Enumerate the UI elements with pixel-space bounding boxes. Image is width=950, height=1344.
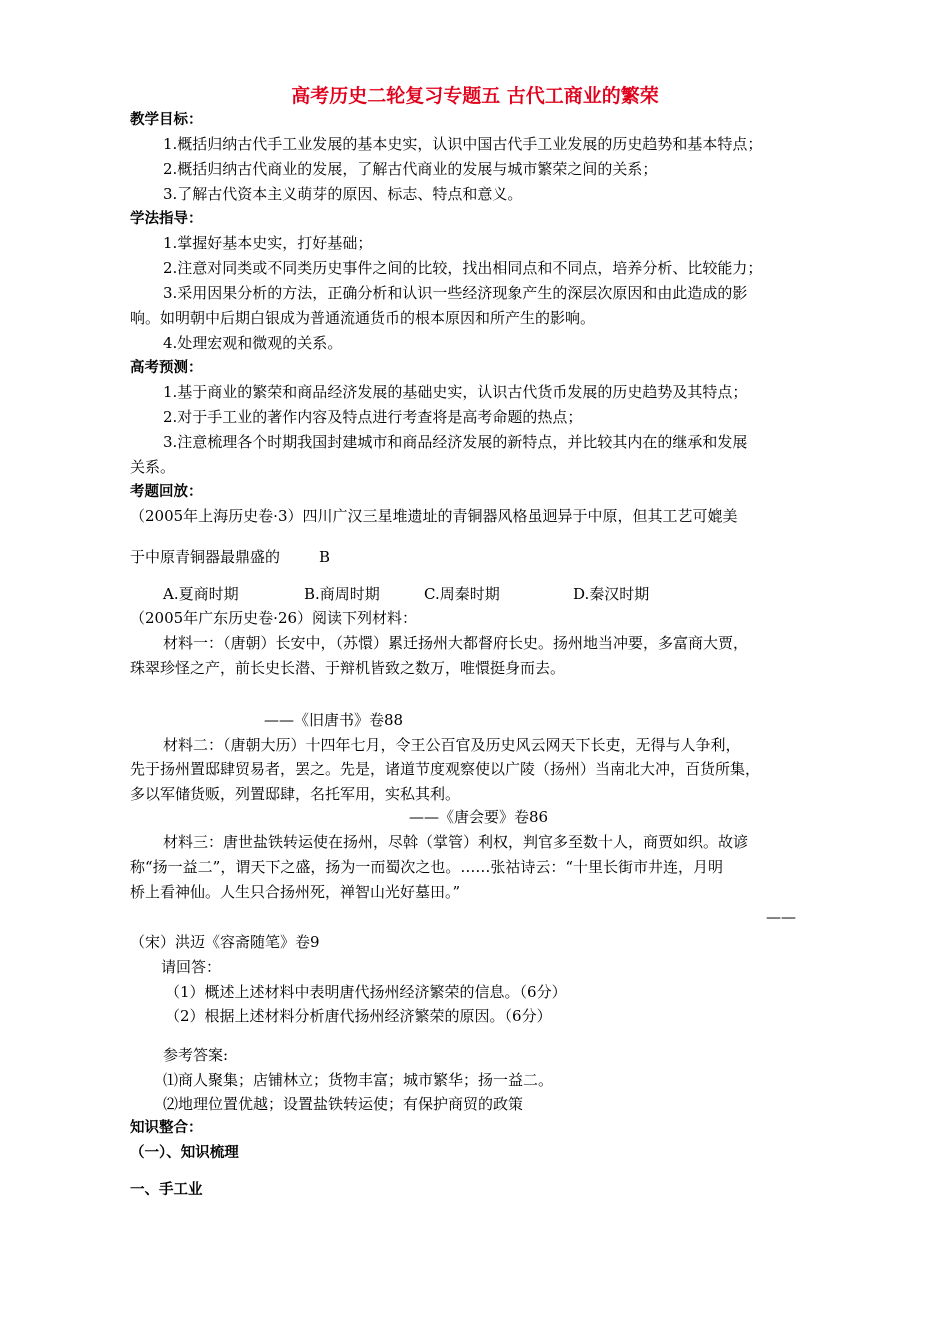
goal-item: 2.概括归纳古代商业的发展，了解古代商业的发展与城市繁荣之间的关系； bbox=[163, 160, 658, 178]
method-heading: 学法指导： bbox=[130, 211, 203, 227]
option-b: B.商周时期 bbox=[304, 585, 380, 603]
integrate-heading: 知识整合： bbox=[130, 1120, 203, 1136]
goals-heading: 教学目标： bbox=[130, 112, 203, 128]
method-item: 3.采用因果分析的方法，正确分析和认识一些经济现象产生的深层次原因和由此造成的影 bbox=[163, 284, 748, 302]
material3-line2: 称“扬一益二”，谓天下之盛，扬为一而蜀次之也。……张祜诗云：“十里长街市井连，月明 bbox=[130, 858, 724, 876]
option-a: A.夏商时期 bbox=[163, 585, 239, 603]
material3-source: （宋）洪迈《容斋随笔》卷9 bbox=[130, 933, 320, 951]
question-part2: （2）根据上述材料分析唐代扬州经济繁荣的原因。（6分） bbox=[165, 1007, 552, 1025]
material1-source: ——《旧唐书》卷88 bbox=[264, 711, 404, 729]
page-title: 高考历史二轮复习专题五 古代工商业的繁荣 bbox=[291, 85, 659, 107]
question1-answer: B bbox=[319, 548, 331, 566]
forecast-item: 2.对于手工业的著作内容及特点进行考查将是高考命题的热点； bbox=[163, 408, 583, 426]
method-item-cont: 响。如明朝中后期白银成为普通流通货币的根本原因和所产生的影响。 bbox=[130, 309, 596, 327]
goal-item: 1.概括归纳古代手工业发展的基本史实，认识中国古代手工业发展的历史趋势和基本特点； bbox=[163, 135, 763, 153]
forecast-item-cont: 关系。 bbox=[130, 458, 176, 476]
question1-line2: 于中原青铜器最鼎盛的 bbox=[130, 548, 281, 566]
material3-line1: 材料三：唐世盐铁转运使在扬州，尽斡（掌管）利权，判官多至数十人，商贾如织。故谚 bbox=[163, 833, 749, 851]
material1-line2: 珠翠珍怪之产，前长史长潜、于辩机皆致之数万，唯懁挺身而去。 bbox=[130, 659, 566, 677]
reference-answer-heading: 参考答案: bbox=[163, 1046, 229, 1064]
method-item: 1.掌握好基本史实，打好基础； bbox=[163, 234, 373, 252]
question2-intro: （2005年广东历史卷·26）阅读下列材料： bbox=[130, 609, 418, 627]
goal-item: 3.了解古代资本主义萌芽的原因、标志、特点和意义。 bbox=[163, 185, 523, 203]
material3-dash: —— bbox=[766, 908, 796, 926]
material2-line1: 材料二：（唐朝大历）十四年七月，令王公百官及历史风云网天下长吏，无得与人争利， bbox=[163, 736, 741, 754]
reference-answer-1: ⑴商人聚集；店铺林立；货物丰富；城市繁华；扬一益二。 bbox=[163, 1071, 554, 1089]
forecast-item: 1.基于商业的繁荣和商品经济发展的基础史实，认识古代货币发展的历史趋势及其特点； bbox=[163, 383, 748, 401]
material1-line1: 材料一：（唐朝）长安中，（苏懁）累迁扬州大都督府长史。扬州地当冲要，多富商大贾， bbox=[163, 634, 749, 652]
option-c: C.周秦时期 bbox=[424, 585, 500, 603]
material2-line2: 先于扬州置邸肆贸易者，罢之。先是，诸道节度观察使以广陵（扬州）当南北大冲，百货所集， bbox=[130, 760, 761, 778]
question-prompt: 请回答： bbox=[161, 958, 222, 976]
section-heading-2: 一、手工业 bbox=[130, 1182, 203, 1198]
option-d: D.秦汉时期 bbox=[573, 585, 650, 603]
question1-line1: （2005年上海历史卷·3）四川广汉三星堆遗址的青铜器风格虽迥异于中原，但其工艺可媲美 bbox=[130, 507, 738, 525]
reference-answer-2: ⑵地理位置优越；设置盐铁转运使；有保护商贸的政策 bbox=[163, 1095, 524, 1113]
forecast-item: 3.注意梳理各个时期我国封建城市和商品经济发展的新特点，并比较其内在的继承和发展 bbox=[163, 433, 748, 451]
review-heading: 考题回放： bbox=[130, 484, 203, 500]
method-item: 2.注意对同类或不同类历史事件之间的比较，找出相同点和不同点，培养分析、比较能力； bbox=[163, 259, 763, 277]
section-heading-1: （一）、知识梳理 bbox=[130, 1145, 239, 1161]
material2-source: ——《唐会要》卷86 bbox=[409, 808, 549, 826]
question-part1: （1）概述上述材料中表明唐代扬州经济繁荣的信息。（6分） bbox=[165, 983, 567, 1001]
method-item: 4.处理宏观和微观的关系。 bbox=[163, 334, 343, 352]
forecast-heading: 高考预测： bbox=[130, 360, 203, 376]
material3-line3: 桥上看神仙。人生只合扬州死，禅智山光好墓田。” bbox=[130, 883, 461, 901]
material2-line3: 多以军储货贩，列置邸肆，名托军用，实私其利。 bbox=[130, 785, 461, 803]
